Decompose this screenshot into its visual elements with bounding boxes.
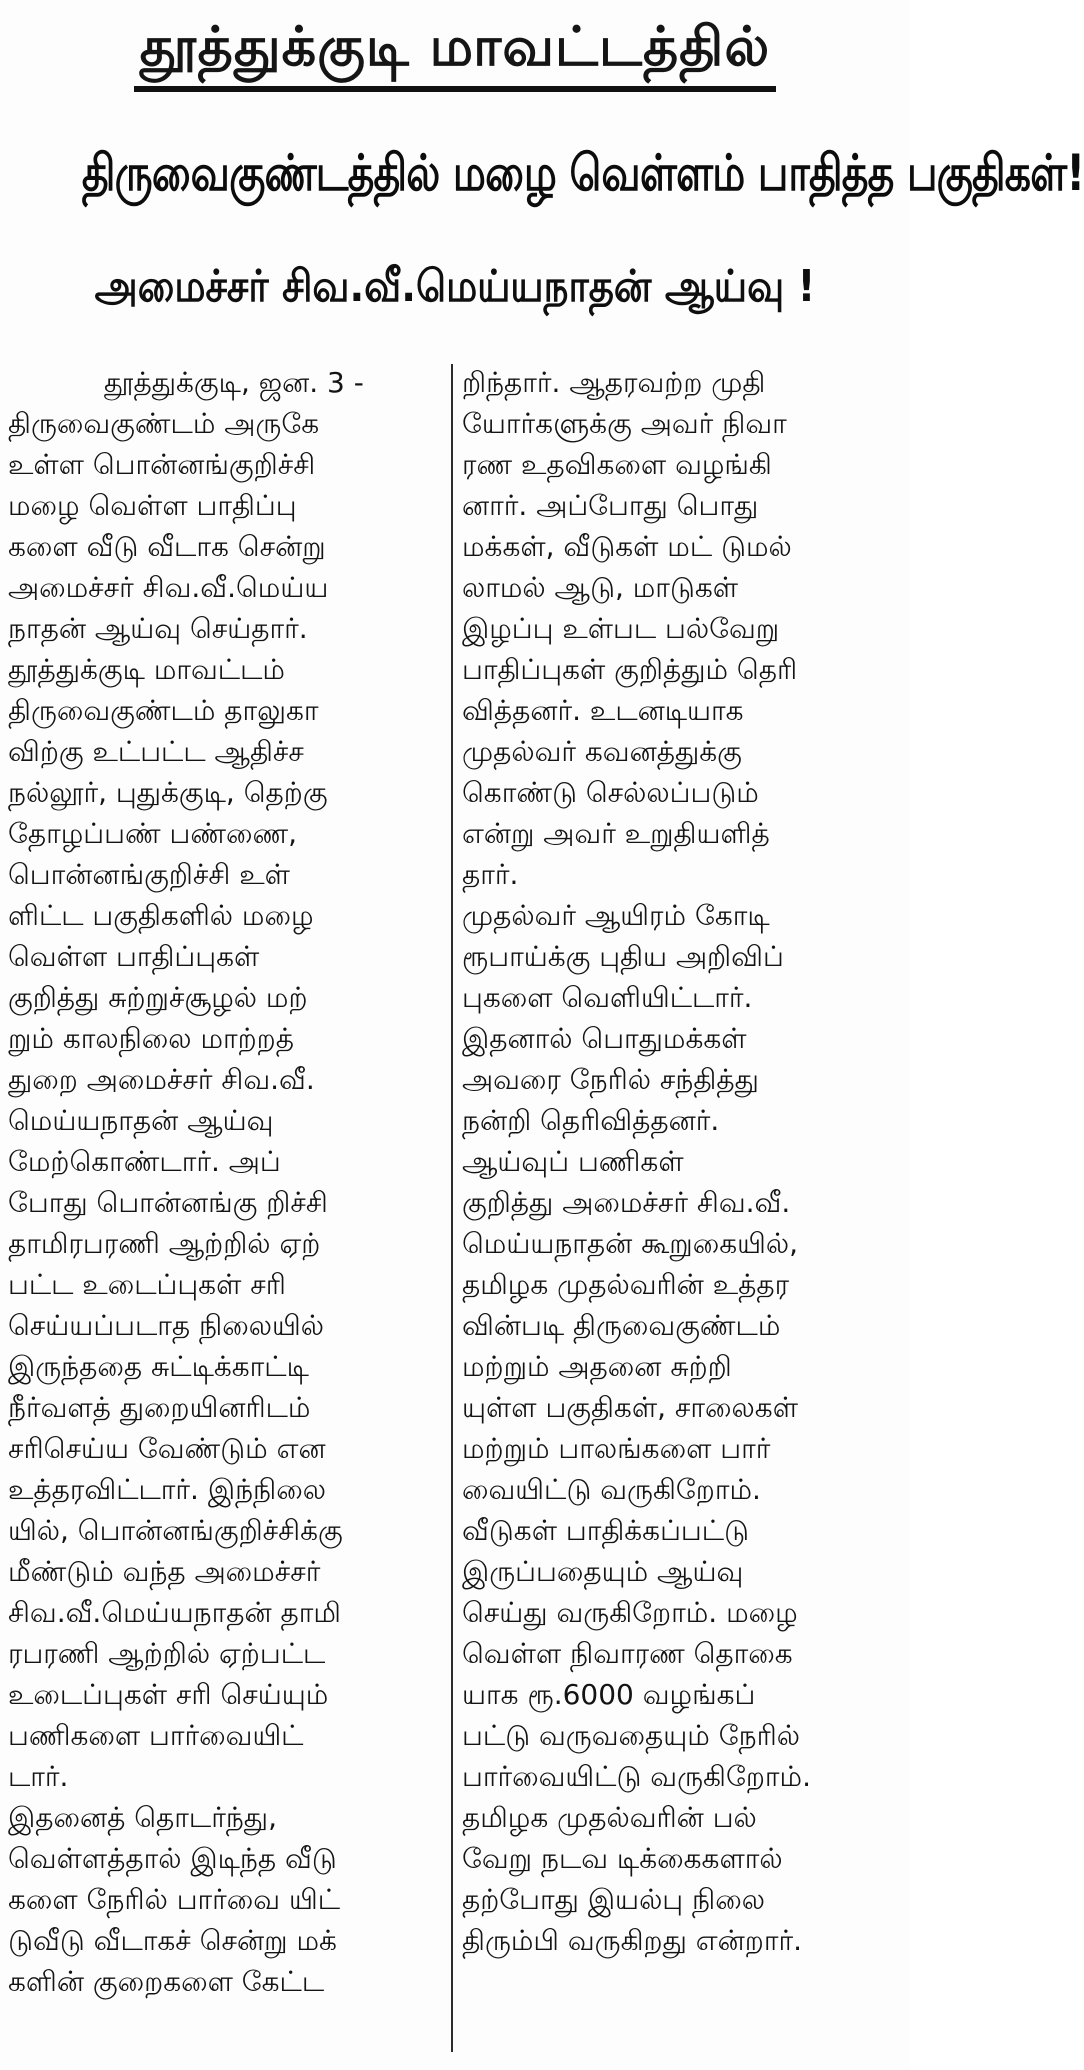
kicker-title: தூத்துக்குடி மாவட்டத்தில் [134,8,776,92]
column-divider [451,364,453,2052]
dateline: தூத்துக்குடி, ஜன. 3 - [104,366,364,399]
article-column-left [8,362,446,2054]
paragraph-right-1: றிந்தார். ஆதரவற்ற முதி யோர்களுக்கு அவர் நிவா ரண உதவிகளை வழங்கி னார். அப்போது பொது மக்கள், வீடுகள் மட் டுமல் லாமல் ஆடு, மாடுகள் இழப்பு உள்பட பல்வேறு பாதிப்புகள் குறித்தும் தெரி வித்தனர். உடனடியாக முதல்வர் கவனத்துக்கு கொண்டு செல்லப்படும் என்று அவர் உறுதியளித் தார். [462,366,798,891]
kicker-container [0,8,910,100]
paragraph-left-2: தூத்துக்குடி மாவட்டம் திருவைகுண்டம் தாலுகா விற்கு உட்பட்ட ஆதிச்ச நல்லூர், புதுக்குடி, தெற்கு தோழப்பண் பண்ணை, பொன்னங்குறிச்சி உள் ளிட்ட பகுதிகளில் மழை வெள்ள பாதிப்புகள் குறித்து சுற்றுச்சூழல் மற் றும் காலநிலை மாற்றத் துறை அமைச்சர் சிவ.வீ. மெய்யநாதன் ஆய்வு மேற்கொண்டார். அப் போது பொன்னங்கு றிச்சி தாமிரபரணி ஆற்றில் ஏற் பட்ட உடைப்புகள் சரி செய்யப்படாத நிலையில் இருந்ததை சுட்டிக்காட்டி நீர்வளத் துறையினரிடம் சரிசெய்ய வேண்டும் என உத்தரவிட்டார். இந்நிலை யில், பொன்னங்குறிச்சிக்கு மீண்டும் வந்த அமைச்சர் சிவ.வீ.மெய்யநாதன் தாமி ரபரணி ஆற்றில் ஏற்பட்ட உடைப்புகள் சரி செய்யும் பணிகளை பார்வையிட் டார். [8,653,343,1793]
paragraph-right-3: ஆய்வுப் பணிகள் குறித்து அமைச்சர் சிவ.வீ. மெய்யநாதன் கூறுகையில், தமிழக முதல்வரின் உத்தர வின்படி திருவைகுண்டம் மற்றும் அதனை சுற்றி யுள்ள பகுதிகள், சாலைகள் மற்றும் பாலங்களை பார் வையிட்டு வருகிறோம். வீடுகள் பாதிக்கப்பட்டு இருப்பதையும் ஆய்வு செய்து வருகிறோம். மழை வெள்ள நிவாரண தொகை யாக ரூ.6000 வழங்கப் பட்டு வருவதையும் நேரில் பார்வையிட்டு வருகிறோம். தமிழக முதல்வரின் பல் வேறு நடவ டிக்கைகளால் தற்போது இயல்பு நிலை திரும்பி வருகிறது என்றார். [462,1145,811,1957]
paragraph-left-3: இதனைத் தொடர்ந்து, வெள்ளத்தால் இடிந்த வீடு களை நேரில் பார்வை யிட் டுவீடு வீடாகச் சென்று மக் களின் குறைகளை கேட்ட [8,1801,341,1998]
article-column-right [462,362,900,2054]
paragraph-left-1: திருவைகுண்டம் அருகே உள்ள பொன்னங்குறிச்சி மழை வெள்ள பாதிப்பு களை வீடு வீடாக சென்று அமைச்சர் சிவ.வீ.மெய்ய நாதன் ஆய்வு செய்தார். [8,407,329,645]
subheadline: அமைச்சர் சிவ.வீ.மெய்யநாதன் ஆய்வு ! [94,261,816,312]
paragraph-right-2: முதல்வர் ஆயிரம் கோடி ரூபாய்க்கு புதிய அறிவிப் புகளை வெளியிட்டார். இதனால் பொதுமக்கள் அவரை நேரில் சந்தித்து நன்றி தெரிவித்தனர். [462,899,784,1137]
headline: திருவைகுண்டத்தில் மழை வெள்ளம் பாதித்த பகுதிகள்! [81,144,1084,202]
